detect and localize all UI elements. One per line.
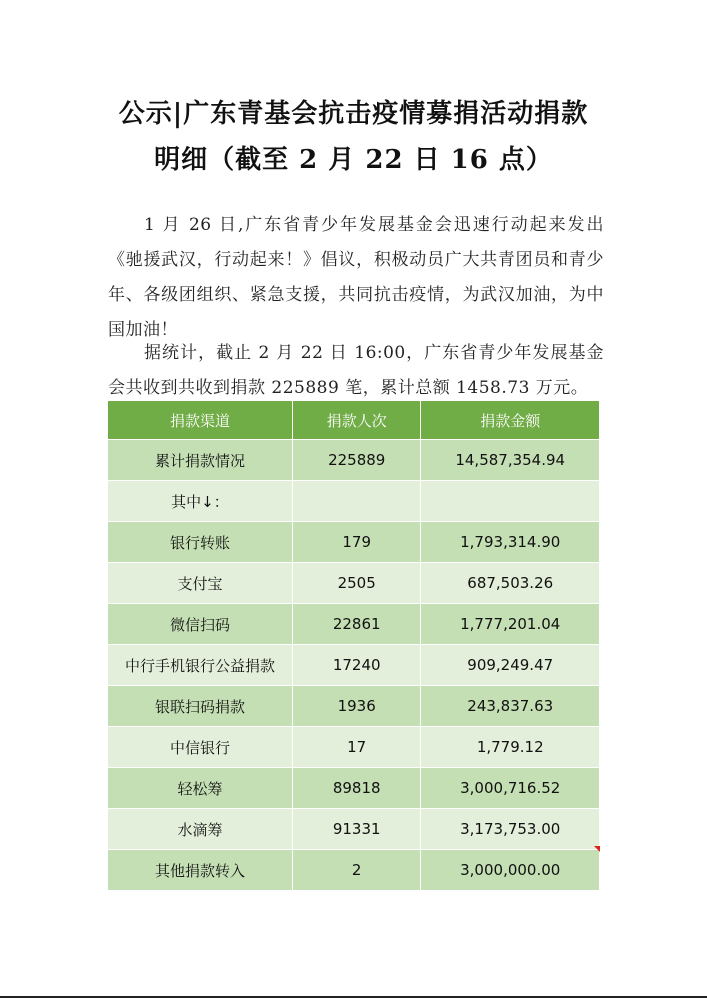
table-row (108, 481, 600, 522)
cell-channel: 中信银行 (108, 727, 293, 768)
table-header-row (108, 401, 600, 440)
cell-amount: 3,000,716.52 (421, 768, 600, 809)
cell-channel: 累计捐款情况 (108, 440, 293, 481)
comment-marker-icon (594, 846, 600, 852)
table-row (108, 686, 600, 727)
cell-amount: 14,587,354.94 (421, 440, 600, 481)
table-row (108, 850, 600, 891)
cell-count: 17 (292, 727, 421, 768)
cell-channel: 其他捐款转入 (108, 850, 293, 891)
cell-amount: 243,837.63 (421, 686, 600, 727)
table-row (108, 440, 600, 481)
page-title-line-2: 明细（截至 2 月 22 日 16 点） (154, 145, 553, 175)
table-row (108, 768, 600, 809)
cell-channel: 银联扫码捐款 (108, 686, 293, 727)
cell-count: 2 (292, 850, 421, 891)
cell-channel: 其中↓： (108, 481, 293, 522)
header-channel: 捐款渠道 (108, 401, 293, 440)
cell-count: 179 (292, 522, 421, 563)
cell-amount: 1,779.12 (421, 727, 600, 768)
page-title-line-1: 公示|广东青基会抗击疫情募捐活动捐款 (118, 99, 589, 129)
cell-count: 91331 (292, 809, 421, 850)
cell-count: 22861 (292, 604, 421, 645)
intro-paragraph: 1 月 26 日,广东省青少年发展基金会迅速行动起来发出《驰援武汉，行动起来！》倡议，积极动员广大共青团员和青少年、各级团组织、紧急支援，共同抗击疫情，为武汉加油，为中国加油！ (108, 215, 604, 340)
header-amount: 捐款金额 (421, 401, 600, 440)
cell-count (292, 481, 421, 522)
cell-channel: 水滴筹 (108, 809, 293, 850)
page-bottom-divider (0, 996, 707, 998)
cell-count: 1936 (292, 686, 421, 727)
cell-channel: 银行转账 (108, 522, 293, 563)
cell-amount: 3,173,753.00 (421, 809, 600, 850)
cell-amount: 909,249.47 (421, 645, 600, 686)
cell-amount: 3,000,000.00 (421, 850, 600, 891)
cell-channel: 中行手机银行公益捐款 (108, 645, 293, 686)
cell-amount: 687,503.26 (421, 563, 600, 604)
header-count: 捐款人次 (292, 401, 421, 440)
donation-table (107, 400, 600, 891)
cell-count: 225889 (292, 440, 421, 481)
cell-channel: 支付宝 (108, 563, 293, 604)
cell-amount: 1,777,201.04 (421, 604, 600, 645)
table-row (108, 809, 600, 850)
statistics-paragraph: 据统计，截止 2 月 22 日 16:00，广东省青少年发展基金会共收到共收到捐款 225889 笔，累计总额 1458.73 万元。 (108, 343, 604, 398)
table-row (108, 727, 600, 768)
table-row (108, 522, 600, 563)
cell-amount: 1,793,314.90 (421, 522, 600, 563)
table-row (108, 563, 600, 604)
cell-channel: 微信扫码 (108, 604, 293, 645)
cell-channel: 轻松筹 (108, 768, 293, 809)
table-row (108, 645, 600, 686)
cell-count: 17240 (292, 645, 421, 686)
table-row (108, 604, 600, 645)
cell-count: 2505 (292, 563, 421, 604)
cell-count: 89818 (292, 768, 421, 809)
cell-amount (421, 481, 600, 522)
